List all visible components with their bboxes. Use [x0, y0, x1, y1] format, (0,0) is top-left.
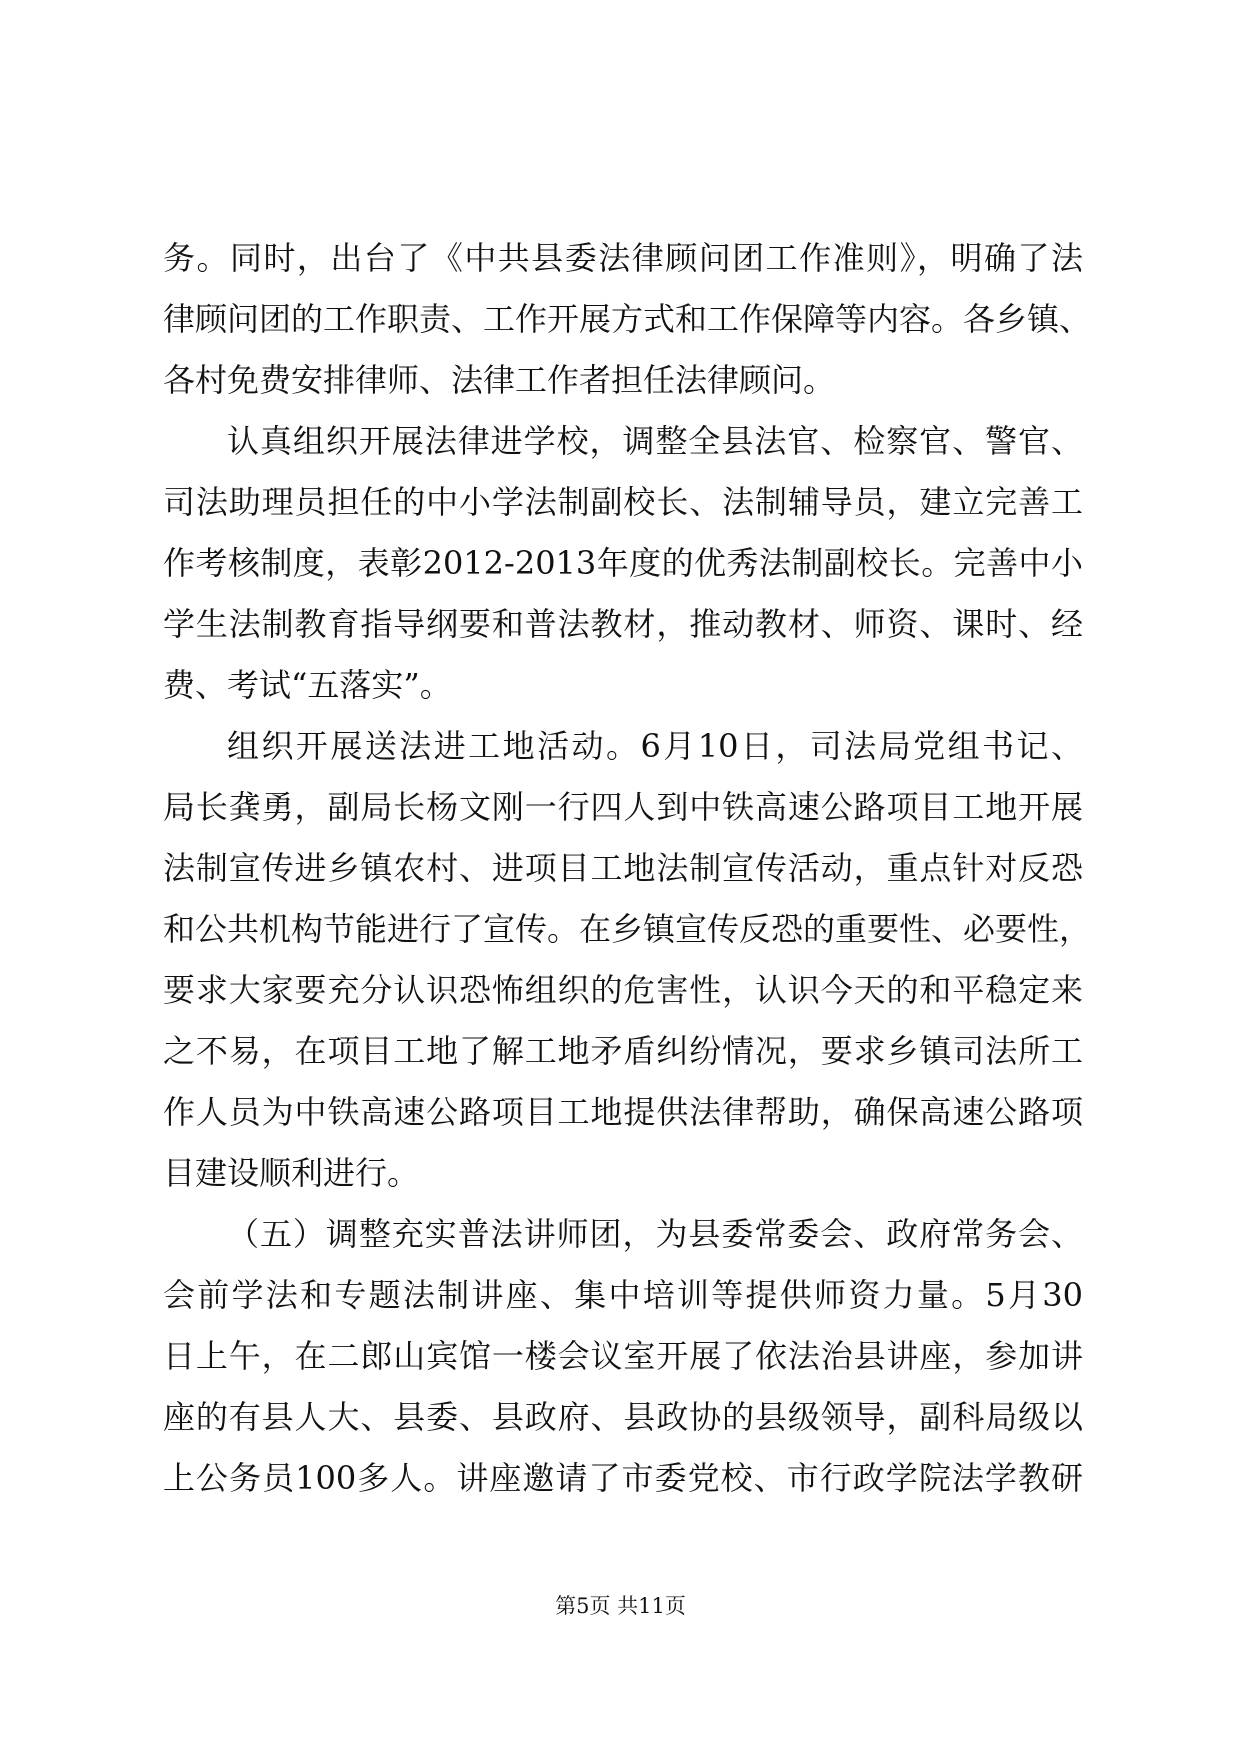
- text-line: 司法助理员担任的中小学法制副校长、法制辅导员，建立完善工: [163, 483, 1083, 521]
- text-line: 组织开展送法进工地活动。6月10日，司法局党组书记、: [227, 727, 1083, 765]
- paragraph: [163, 411, 1083, 716]
- text-line: 之不易，在项目工地了解工地矛盾纠纷情况，要求乡镇司法所工: [163, 1032, 1083, 1070]
- text-line: 上公务员100多人。讲座邀请了市委党校、市行政学院法学教研: [163, 1459, 1083, 1497]
- text-line: 和公共机构节能进行了宣传。在乡镇宣传反恐的重要性、必要性，: [163, 910, 1092, 948]
- text-line: 座的有县人大、县委、县政府、县政协的县级领导，副科局级以: [163, 1398, 1083, 1436]
- page-number-footer: 第5页 共11页: [555, 1594, 686, 1618]
- text-line: 认真组织开展法律进学校，调整全县法官、检察官、警官、: [227, 422, 1083, 460]
- text-line: 要求大家要充分认识恐怖组织的危害性，认识今天的和平稳定来: [163, 971, 1083, 1009]
- text-line: 作考核制度，表彰2012-2013年度的优秀法制副校长。完善中小: [163, 544, 1083, 582]
- text-line: 作人员为中铁高速公路项目工地提供法律帮助，确保高速公路项: [163, 1093, 1083, 1131]
- document-body: [163, 228, 1092, 1509]
- text-line: 局长龚勇，副局长杨文刚一行四人到中铁高速公路项目工地开展: [163, 788, 1083, 826]
- text-line: 法制宣传进乡镇农村、进项目工地法制宣传活动，重点针对反恐: [163, 849, 1083, 887]
- text-line: 目建设顺利进行。: [163, 1154, 420, 1192]
- paragraph: [163, 1204, 1083, 1509]
- text-line: 费、考试“五落实”。: [163, 666, 452, 704]
- text-line: 日上午，在二郎山宾馆一楼会议室开展了依法治县讲座，参加讲: [163, 1337, 1083, 1375]
- text-line: （五）调整充实普法讲师团，为县委常委会、政府常务会、: [227, 1215, 1083, 1253]
- text-line: 务。同时，出台了《中共县委法律顾问团工作准则》，明确了法: [163, 239, 1083, 277]
- paragraph: [163, 228, 1092, 411]
- text-line: 律顾问团的工作职责、工作开展方式和工作保障等内容。各乡镇、: [163, 300, 1092, 338]
- text-line: 会前学法和专题法制讲座、集中培训等提供师资力量。5月30: [163, 1276, 1083, 1314]
- text-line: 学生法制教育指导纲要和普法教材，推动教材、师资、课时、经: [163, 605, 1083, 643]
- paragraph: [163, 716, 1092, 1204]
- text-line: 各村免费安排律师、法律工作者担任法律顾问。: [163, 361, 836, 399]
